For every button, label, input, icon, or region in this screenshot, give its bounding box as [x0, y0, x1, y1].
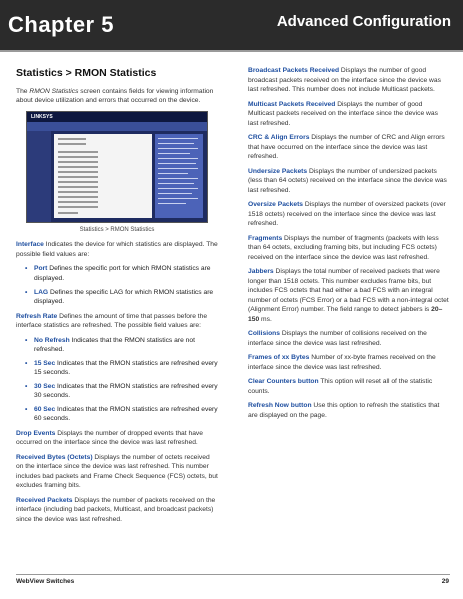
- screenshot-row: [58, 176, 98, 178]
- desc: Defines the specific port for which RMON statistics are displayed.: [34, 265, 211, 282]
- term: Broadcast Packets Received: [248, 67, 340, 74]
- jabber-unit: ms.: [259, 315, 272, 323]
- param-oversize: [248, 200, 450, 229]
- interface-options: [16, 264, 218, 306]
- term: CRC & Align Errors: [248, 134, 310, 142]
- term: Drop Events: [16, 429, 56, 437]
- screenshot-help-row: [158, 198, 198, 200]
- term: Refresh Now button: [248, 402, 312, 410]
- screenshot-help-row: [158, 193, 192, 195]
- desc: Use this option to refresh the statistics that are displayed on the page.: [248, 402, 440, 419]
- page-number: 29: [441, 578, 449, 585]
- param-clear-counters: [248, 377, 450, 396]
- param-jabbers: [248, 267, 450, 324]
- term: Frames of xx Bytes: [248, 354, 310, 362]
- screenshot-help-row: [158, 153, 190, 155]
- term: Received Bytes (Octets): [16, 453, 93, 461]
- param-received-bytes: [16, 453, 218, 491]
- desc: Indicates that the RMON statistics are refreshed every 15 seconds.: [34, 359, 218, 377]
- term: Jabbers: [248, 268, 274, 276]
- list-item: [34, 382, 218, 401]
- term: Port: [34, 265, 48, 273]
- term: LAG: [34, 288, 49, 296]
- header-divider: [0, 50, 463, 52]
- desc: Displays the number of oversized packets (over 1518 octets) received on the interface since the device was last refreshed.: [248, 201, 446, 228]
- param-received-packets: [16, 496, 218, 525]
- param-fragments: [248, 234, 450, 263]
- screenshot-row: [58, 191, 98, 193]
- screenshot-row: [58, 138, 86, 140]
- screenshot-main-panel: [54, 134, 152, 218]
- list-item: [34, 264, 218, 283]
- screenshot-help-row: [158, 138, 198, 140]
- term: Undersize Packets: [248, 167, 308, 175]
- screenshot-row: [58, 151, 98, 153]
- param-multicast: [248, 100, 450, 129]
- screenshot-help-row: [158, 158, 198, 160]
- list-item: [34, 405, 218, 424]
- desc: Indicates that the RMON statistics are not refreshed.: [34, 336, 195, 354]
- desc: Displays the number of undersized packets (less than 64 octets) received on the interface since the device was last refreshed.: [248, 167, 447, 194]
- list-item: [34, 336, 218, 355]
- screenshot-row: [58, 206, 98, 208]
- screenshot-row: [58, 171, 98, 173]
- screenshot-row: [58, 181, 98, 183]
- section-title: Advanced Configuration: [276, 13, 451, 30]
- screenshot-row: [58, 156, 98, 158]
- list-item: [34, 288, 218, 307]
- screenshot-help-panel: [155, 134, 203, 218]
- term: 60 Sec: [34, 405, 56, 413]
- desc: Indicates the device for which statistics are displayed. The possible field values are:: [16, 241, 218, 258]
- screenshot-help-row: [158, 168, 198, 170]
- term: Interface: [16, 241, 44, 249]
- screenshot-help-row: [158, 203, 186, 205]
- figure-caption: Statistics > RMON Statistics: [79, 226, 155, 233]
- screenshot-row: [58, 143, 86, 145]
- term: Received Packets: [16, 496, 73, 504]
- screenshot-row: [58, 186, 98, 188]
- chapter-label: Chapter 5: [8, 12, 114, 37]
- desc: Defines the amount of time that passes before the interface statistics are refreshed. The possible field values are:: [16, 312, 208, 330]
- section-heading: Statistics > RMON Statistics: [16, 67, 157, 79]
- desc: This option will reset all of the statistic counts.: [248, 378, 433, 395]
- param-collisions: [248, 329, 450, 348]
- term: Fragments: [248, 234, 283, 242]
- param-frames: [248, 353, 450, 372]
- footer-product: WebView Switches: [16, 578, 75, 585]
- list-item: [34, 359, 218, 378]
- term: 30 Sec: [34, 382, 56, 390]
- desc: Displays the number of octets received on the interface since the device was last refreshed. This number includes bad packets and Frame Check Sequence (FCS) octets, but excludes framing bits.: [16, 453, 218, 490]
- screenshot-row: [58, 212, 78, 214]
- screenshot-logo: LINKSYS: [31, 113, 53, 120]
- footer-divider: [16, 574, 450, 575]
- refresh-options: [16, 336, 218, 424]
- desc: Indicates that the RMON statistics are refreshed every 30 seconds.: [34, 382, 218, 400]
- term: Clear Counters button: [248, 378, 319, 386]
- desc: Displays the number of good Multicast packets received on the interface since the device was last refreshed.: [248, 100, 438, 127]
- screenshot-help-row: [158, 163, 196, 165]
- desc: Defines the specific LAG for which RMON statistics are displayed.: [34, 288, 214, 306]
- param-refresh-now: [248, 401, 450, 420]
- screenshot-row: [58, 166, 98, 168]
- screenshot-help-row: [158, 143, 194, 145]
- screenshot-row: [58, 201, 98, 203]
- jabber-range: 20–150: [248, 306, 443, 323]
- term: No Refresh: [34, 336, 70, 344]
- param-drop-events: [16, 429, 218, 448]
- screenshot-topbar: [27, 112, 207, 122]
- desc: Displays the total number of received packets that were longer than 1518 octets. This number excludes frame bits, but includes FCS octets that had either a bad FCS with an integral number of octets (FCS Error) or a bad FCS with a non-integral octet (Alignment Error) number. The field range to detect jabbers is: [248, 268, 449, 314]
- screenshot-figure: [26, 111, 208, 223]
- desc: Displays the number of collisions received on the interface since the device was last refreshed.: [248, 330, 427, 347]
- intro-after: screen contains fields for viewing information about device utilization and errors that occurred on the device.: [16, 87, 214, 105]
- intro-italic: RMON Statistics: [29, 87, 79, 95]
- desc: Displays the number of fragments (packets with less than 64 octets, excluding framing bits, but including FCS octets) received on the interface since the device was last refreshed.: [248, 234, 439, 261]
- desc: Displays the number of dropped events that have occurred on the interface since the device was last refreshed.: [16, 429, 203, 447]
- desc: Displays the number of packets received on the interface (including bad packets, Multicast, and broadcast packets) since the device was last refreshed.: [16, 496, 216, 523]
- screenshot-help-row: [158, 183, 194, 185]
- screenshot-help-row: [158, 188, 198, 190]
- desc: Number of xx-byte frames received on the interface since the device was last refreshed.: [248, 354, 436, 371]
- term: Refresh Rate: [16, 312, 58, 320]
- term: Oversize Packets: [248, 201, 304, 209]
- param-interface: [16, 240, 218, 259]
- term: Collisions: [248, 330, 280, 338]
- page-header: [0, 0, 463, 50]
- desc: Indicates that the RMON statistics are refreshed every 60 seconds.: [34, 405, 218, 423]
- left-column: [16, 66, 218, 529]
- param-refresh-rate: [16, 312, 218, 331]
- param-broadcast: [248, 66, 450, 95]
- screenshot-sidebar: [27, 131, 51, 222]
- screenshot-row: [58, 161, 98, 163]
- screenshot-navbar: [27, 122, 207, 131]
- desc: Displays the number of CRC and Align errors that have occurred on the interface since the device was last refreshed.: [248, 134, 445, 161]
- screenshot-help-row: [158, 178, 198, 180]
- screenshot-row: [58, 196, 98, 198]
- term: Multicast Packets Received: [248, 100, 336, 108]
- intro-before: The: [16, 87, 30, 95]
- term: 15 Sec: [34, 359, 56, 367]
- right-column: [248, 66, 450, 426]
- param-crc: [248, 133, 450, 162]
- intro-paragraph: [16, 87, 218, 106]
- screenshot-help-row: [158, 148, 198, 150]
- param-undersize: [248, 167, 450, 196]
- screenshot-help-row: [158, 173, 188, 175]
- desc: Displays the number of good broadcast packets received on the interface since the device was last refreshed. This number does not include Multicast packets.: [248, 67, 441, 94]
